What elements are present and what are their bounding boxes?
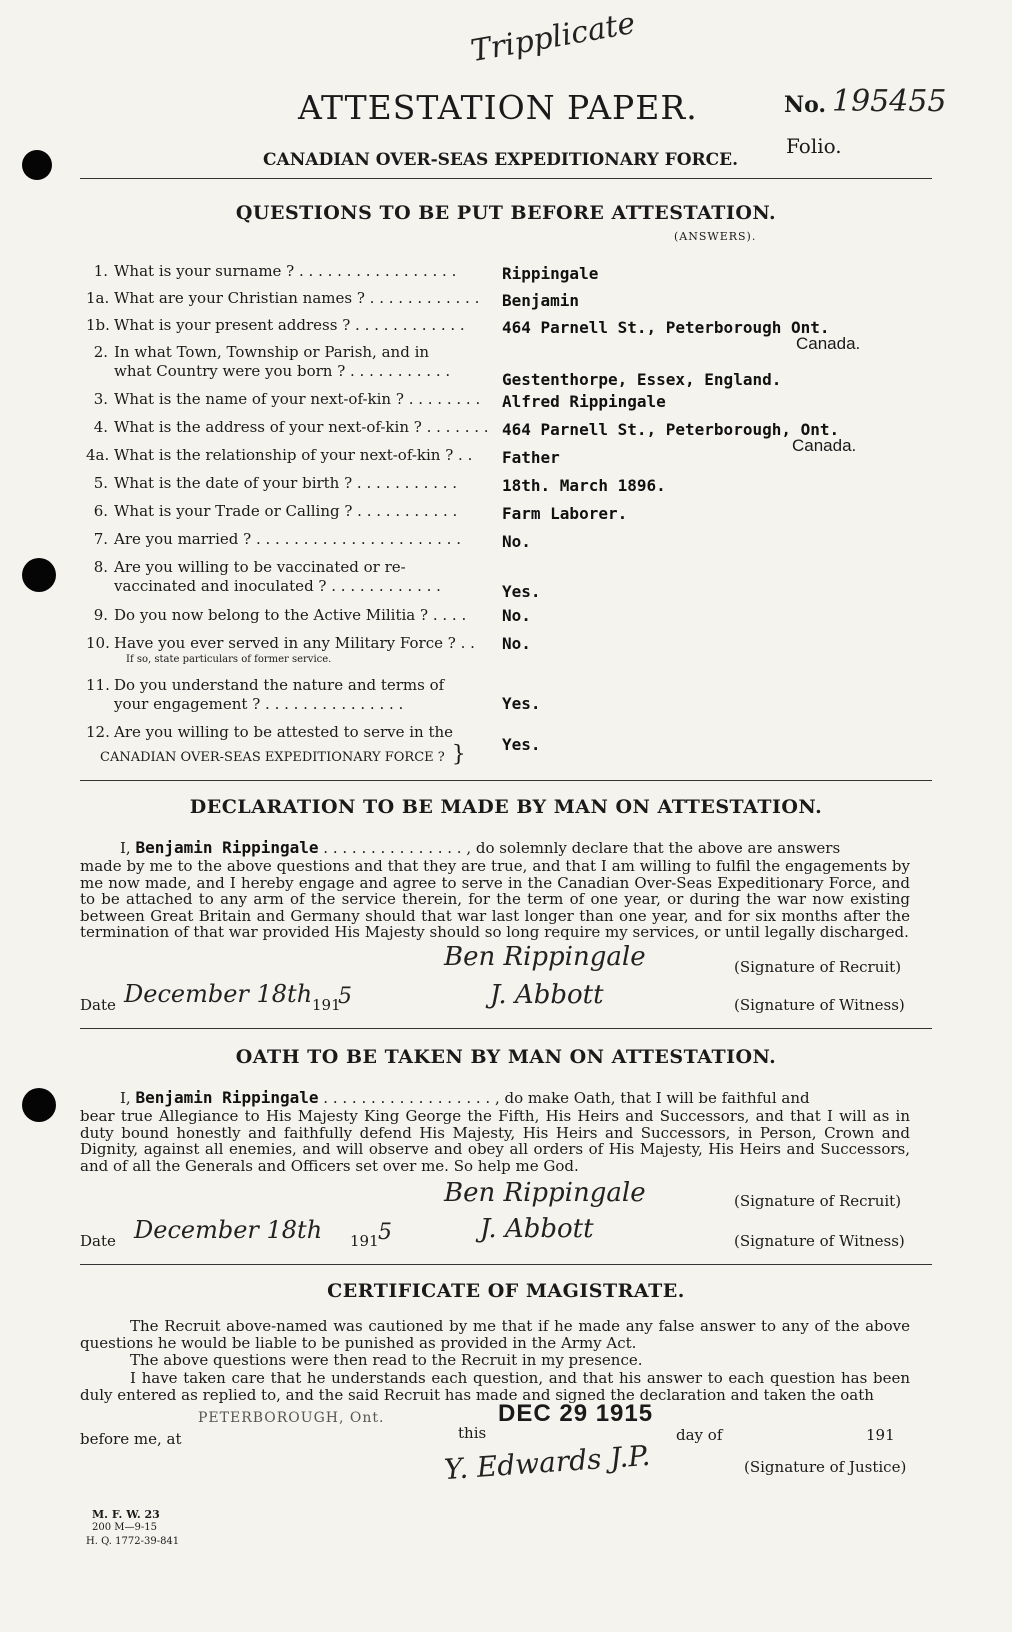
declaration-recruit-label: (Signature of Recruit) bbox=[734, 958, 902, 976]
declaration-date-label: Date bbox=[80, 996, 116, 1014]
questions-heading: QUESTIONS TO BE PUT BEFORE ATTESTATION. bbox=[235, 202, 777, 224]
question-row: 1. What is your surname ? . . . . . . . . . . . . . . . . . bbox=[93, 262, 457, 280]
declaration-witness-label: (Signature of Witness) bbox=[734, 996, 905, 1014]
declaration-text: made by me to the above questions and that they are true, and that I am willing to fulfil the engagements by me now made, and I hereby engage and agree to serve in the Canadian Over-Seas Expeditionary Force, and to be attached to any arm of the service therein, for the term of one year, or during the war now existing between Great Britain and Germany should that war last longer than one year, and for six months after the termination of that war provided His Majesty should so long require my services, or until legally discharged. bbox=[80, 857, 910, 941]
declaration-witness-signature: J. Abbott bbox=[490, 980, 604, 1010]
folio-label: Folio. bbox=[786, 134, 842, 158]
question-row: 3. What is the name of your next-of-kin ? . . . . . . . . bbox=[93, 390, 481, 408]
footer-print-run: 200 M—9-15 bbox=[92, 1522, 157, 1533]
question-text: What is the address of your next-of-kin ? bbox=[114, 418, 422, 436]
answer-present-address-country: Canada. bbox=[796, 334, 861, 353]
question-text: Are you willing to be vaccinated or re- bbox=[114, 558, 406, 576]
question-text: What is the date of your birth ? bbox=[114, 474, 353, 492]
certificate-year-prefix: 191 bbox=[866, 1426, 895, 1444]
oath-heading: OATH TO BE TAKEN BY MAN ON ATTESTATION. bbox=[235, 1046, 777, 1068]
answer-next-of-kin-country: Canada. bbox=[792, 436, 857, 455]
question-row: 10. Have you ever served in any Military Force ? . . bbox=[86, 634, 475, 652]
footer-hq-number: H. Q. 1772-39-841 bbox=[86, 1536, 180, 1547]
certificate-para1: The Recruit above-named was cautioned by me that if he made any false answer to any of the above questions he would be liable to be punished as provided in the Army Act. bbox=[80, 1317, 910, 1352]
question-row: 1a. What are your Christian names ? . . . . . . . . . . . . bbox=[86, 289, 480, 307]
answer-surname: Rippingale bbox=[502, 264, 599, 283]
this-label: this bbox=[458, 1424, 487, 1442]
certificate-para3: I have taken care that he understands each question, and that his answer to each question has been duly entered as replied to, and the said Recruit has made and signed the declaration and taken the oath bbox=[80, 1369, 910, 1404]
question-text: Are you married ? bbox=[114, 530, 252, 548]
certificate-heading: CERTIFICATE OF MAGISTRATE. bbox=[327, 1280, 685, 1302]
oath-text: bear true Allegiance to His Majesty King George the Fifth, His Heirs and Successors, and that I will as in duty bound honestly and faithfully defend His Majesty, His Heirs and Successors, in Person, Crown and Dignity, against all enemies, and will observe and obey all orders of His Majesty, His Heirs and Successors, and of all the Generals and Officers set over me. So help me God. bbox=[80, 1107, 910, 1175]
declaration-date-value: December 18th bbox=[124, 980, 313, 1008]
question-text: Do you understand the nature and terms of bbox=[114, 676, 445, 694]
section-rule bbox=[80, 1028, 932, 1029]
oath-first-line: I, Benjamin Rippingale . . . . . . . . . . . . . . . . . . , do make Oath, that I will be faithful and bbox=[120, 1088, 810, 1107]
number-label: No. bbox=[784, 92, 827, 118]
question-text: what Country were you born ? bbox=[114, 362, 346, 380]
question-text: vaccinated and inoculated ? bbox=[114, 577, 327, 595]
question-text: What is the name of your next-of-kin ? bbox=[114, 390, 404, 408]
answer-next-of-kin: Alfred Rippingale bbox=[502, 392, 666, 411]
question-text: Have you ever served in any Military Force ? bbox=[114, 634, 456, 652]
answer-birthplace: Gestenthorpe, Essex, England. bbox=[502, 370, 782, 389]
oath-name: Benjamin Rippingale bbox=[135, 1088, 319, 1107]
page-title: ATTESTATION PAPER. bbox=[298, 88, 698, 127]
question-row: 2. In what Town, Township or Parish, and in bbox=[93, 343, 430, 361]
question-text: What are your Christian names ? bbox=[114, 289, 365, 307]
question-text: CANADIAN OVER-SEAS EXPEDITIONARY FORCE ? bbox=[100, 750, 445, 765]
question-row-cont: what Country were you born ? . . . . . . . . . . . bbox=[114, 362, 451, 380]
date-stamp: DEC 29 1915 bbox=[498, 1400, 654, 1427]
question-row: 4. What is the address of your next-of-kin ? . . . . . . . bbox=[93, 418, 489, 436]
question-text: What is the relationship of your next-of-kin ? bbox=[114, 446, 454, 464]
before-me-label: before me, at bbox=[80, 1430, 182, 1448]
answer-military-force: No. bbox=[502, 634, 531, 653]
answer-trade: Farm Laborer. bbox=[502, 504, 628, 523]
question-text: What is your surname ? bbox=[114, 262, 295, 280]
subtitle: CANADIAN OVER-SEAS EXPEDITIONARY FORCE. bbox=[263, 150, 739, 170]
certificate-para2: The above questions were then read to the Recruit in my presence. bbox=[130, 1351, 643, 1369]
question-row: 4a. What is the relationship of your next-of-kin ? . . bbox=[86, 446, 473, 464]
oath-date-value: December 18th bbox=[134, 1216, 323, 1244]
question-row-cont: vaccinated and inoculated ? . . . . . . . . . . . . bbox=[114, 577, 441, 595]
declaration-year-suffix: 5 bbox=[338, 984, 352, 1009]
question-row-cont: CANADIAN OVER-SEAS EXPEDITIONARY FORCE ? } bbox=[100, 742, 466, 767]
handwritten-note: Tripplicate bbox=[468, 5, 638, 70]
declaration-heading: DECLARATION TO BE MADE BY MAN ON ATTESTATION. bbox=[189, 796, 823, 818]
declaration-name: Benjamin Rippingale bbox=[135, 838, 319, 857]
footer-form-number: M. F. W. 23 bbox=[92, 1508, 160, 1521]
question-text: Do you now belong to the Active Militia ? bbox=[114, 606, 429, 624]
header-rule bbox=[80, 178, 932, 179]
question-row: 12. Are you willing to be attested to serve in the bbox=[86, 723, 454, 741]
question-text: What is your present address ? bbox=[114, 316, 351, 334]
answer-next-of-kin-address: 464 Parnell St., Peterborough, Ont. bbox=[502, 420, 840, 439]
answer-christian-names: Benjamin bbox=[502, 291, 580, 310]
declaration-first-line: I, Benjamin Rippingale . . . . . . . . . . . . . . . , do solemnly declare that the above are answers bbox=[120, 838, 841, 857]
question-row: 9. Do you now belong to the Active Militia ? . . . . bbox=[93, 606, 467, 624]
oath-year-suffix: 5 bbox=[378, 1220, 392, 1245]
answer-married: No. bbox=[502, 532, 531, 551]
answer-vaccinated: Yes. bbox=[502, 582, 541, 601]
section-rule bbox=[80, 780, 932, 781]
answers-label: (ANSWERS). bbox=[674, 230, 757, 243]
question-text: In what Town, Township or Parish, and in bbox=[114, 343, 430, 361]
punch-hole-middle bbox=[22, 558, 56, 592]
section-rule bbox=[80, 1264, 932, 1265]
question-row-cont: your engagement ? . . . . . . . . . . . . . . . bbox=[114, 695, 404, 713]
question-note: If so, state particulars of former service. bbox=[126, 654, 332, 665]
answer-birth-date: 18th. March 1896. bbox=[502, 476, 666, 495]
question-text: your engagement ? bbox=[114, 695, 261, 713]
question-row: 1b. What is your present address ? . . . . . . . . . . . . bbox=[86, 316, 465, 334]
question-row: 6. What is your Trade or Calling ? . . . . . . . . . . . bbox=[93, 502, 458, 520]
answer-understand-terms: Yes. bbox=[502, 694, 541, 713]
question-row: 11. Do you understand the nature and terms of bbox=[86, 676, 445, 694]
oath-witness-signature: J. Abbott bbox=[480, 1214, 594, 1244]
question-row: 8. Are you willing to be vaccinated or re- bbox=[93, 558, 406, 576]
oath-recruit-signature: Ben Rippingale bbox=[444, 1178, 646, 1208]
question-text: What is your Trade or Calling ? bbox=[114, 502, 353, 520]
answer-present-address: 464 Parnell St., Peterborough Ont. bbox=[502, 318, 830, 337]
day-of-label: day of bbox=[676, 1426, 723, 1444]
question-row: 5. What is the date of your birth ? . . . . . . . . . . . bbox=[93, 474, 458, 492]
declaration-recruit-signature: Ben Rippingale bbox=[444, 942, 646, 972]
oath-recruit-label: (Signature of Recruit) bbox=[734, 1192, 902, 1210]
answer-relationship: Father bbox=[502, 448, 560, 467]
punch-hole-top bbox=[22, 150, 52, 180]
oath-year-prefix: 191 bbox=[350, 1232, 379, 1250]
question-text: Are you willing to be attested to serve in the bbox=[114, 723, 454, 741]
oath-date-label: Date bbox=[80, 1232, 116, 1250]
punch-hole-lower bbox=[22, 1088, 56, 1122]
justice-label: (Signature of Justice) bbox=[744, 1458, 907, 1476]
question-row: 7. Are you married ? . . . . . . . . . . . . . . . . . . . . . . bbox=[93, 530, 461, 548]
answer-willing-to-serve: Yes. bbox=[502, 735, 541, 754]
answer-active-militia: No. bbox=[502, 606, 531, 625]
justice-signature: Y. Edwards J.P. bbox=[443, 1438, 652, 1487]
oath-witness-label: (Signature of Witness) bbox=[734, 1232, 905, 1250]
place-stamp: PETERBOROUGH, Ont. bbox=[198, 1410, 385, 1426]
number-value: 195455 bbox=[832, 84, 947, 119]
declaration-year-prefix: 191 bbox=[312, 996, 341, 1014]
